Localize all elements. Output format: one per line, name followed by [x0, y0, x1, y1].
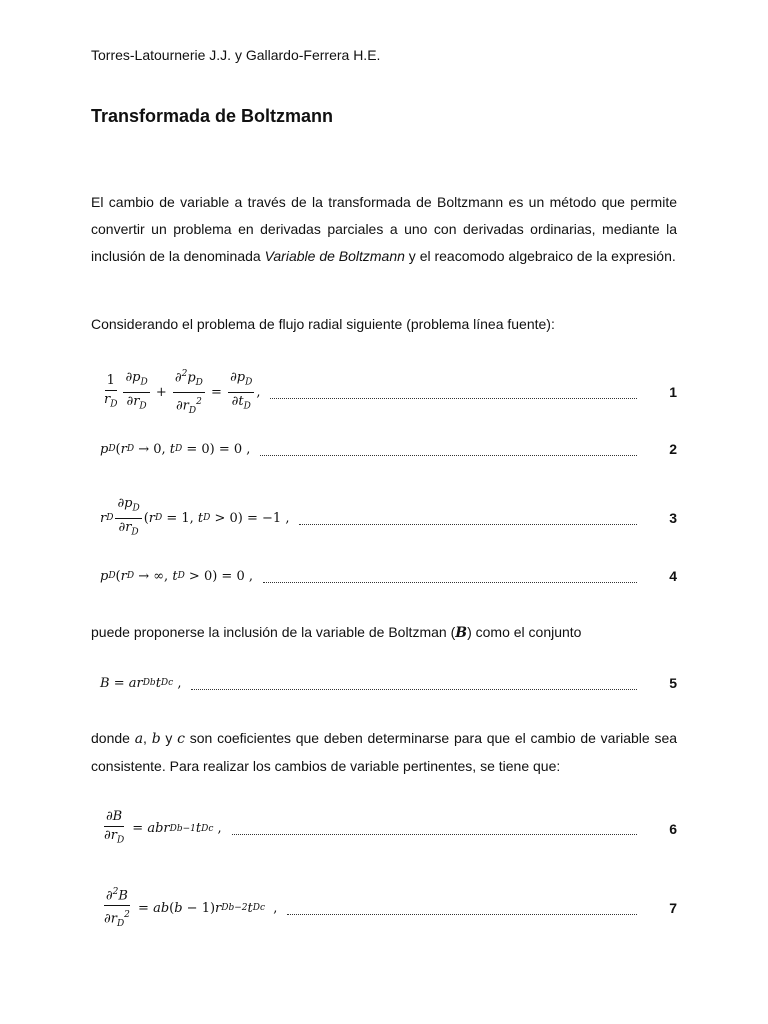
coefficient-c: c	[177, 731, 185, 747]
equation-5-leader-dots	[191, 689, 637, 690]
equation-3-formula: r D $\frac{\partial p_D}{\partial r_D}$ ( r D = 1, t D > 0) = −1 ,	[100, 496, 290, 538]
equation-5-formula: B = ar D b t D c ,	[100, 675, 182, 691]
equation-3	[100, 496, 677, 540]
equation-4-formula: p D ( r D → ∞, t D > 0) = 0 ,	[100, 568, 253, 584]
intro-paragraph	[91, 189, 677, 270]
coefficient-a: a	[134, 731, 144, 747]
coefficients-sep-2: y	[160, 730, 178, 746]
boltzmann-text-b: ) como el conjunto	[467, 624, 582, 640]
equation-5	[100, 675, 677, 691]
equation-4	[100, 568, 677, 584]
coefficients-paragraph	[91, 725, 677, 780]
equation-5-number: 5	[669, 675, 677, 691]
equation-7-number: 7	[669, 900, 677, 917]
equation-6-formula: $\frac{\partial B}{\partial r_D}$ = abr D b−1 t D c ,	[104, 809, 222, 846]
section-title: Transformada de Boltzmann	[91, 106, 334, 126]
equation-6-number: 6	[669, 820, 677, 837]
equation-3-number: 3	[669, 510, 677, 527]
boltzmann-variable-symbol: B	[455, 625, 468, 641]
equation-6	[100, 809, 677, 849]
intro-text-b: y el reacomodo algebraico de la expresión.	[404, 248, 676, 264]
equation-3-leader-dots	[299, 524, 637, 525]
problem-intro-paragraph: Considerando el problema de flujo radial siguiente (problema línea fuente):	[91, 316, 555, 332]
page-header-authors: Torres-Latournerie J.J. y Gallardo-Ferrera H.E.	[91, 47, 381, 63]
equation-2-leader-dots	[260, 455, 637, 456]
equation-2	[100, 441, 677, 457]
equation-6-leader-dots	[232, 834, 637, 835]
equation-1-number: 1	[669, 384, 677, 401]
intro-text-a: El cambio de variable a través de la transformada de Boltzmann es un método que permite convertir un problema en derivadas parciales a uno con derivadas ordinarias, mediante la inclusión de la denominada	[91, 194, 677, 264]
coefficients-text-b: son coeficientes que deben determinarse para que el cambio de variable sea consistente. Para realizar los cambios de variable pertinentes, se tiene que:	[91, 730, 678, 774]
equation-7	[100, 884, 677, 932]
equation-4-leader-dots	[263, 582, 637, 583]
equation-4-number: 4	[669, 568, 677, 584]
equation-1-leader-dots	[270, 398, 637, 399]
intro-text-emphasis: Variable de Boltzmann	[264, 248, 405, 264]
coefficient-b: b	[151, 731, 161, 747]
equation-1	[100, 366, 677, 419]
equation-1-formula: $\frac{1}{r_D}$ $\frac{\partial p_D}{\partial r_D}$ + $\frac{\partial^2p_D}{\partial r_D^2}$ = $\frac{\partial p_D}{\partial t_D}$ ,	[100, 366, 260, 419]
equation-2-number: 2	[669, 441, 677, 457]
coefficients-sep-1: ,	[143, 730, 152, 746]
coefficients-text-a: donde	[91, 730, 135, 746]
equation-2-formula: p D ( r D → 0, t D = 0) = 0 ,	[100, 441, 251, 457]
boltzmann-variable-paragraph	[91, 619, 677, 647]
equation-7-formula: $\frac{\partial^2B}{\partial r_D^2}$ = ab ( b − 1) r D b−2 t D c ,	[100, 884, 277, 932]
equation-7-leader-dots	[287, 914, 637, 915]
boltzmann-text-a: puede proponerse la inclusión de la variable de Boltzman (	[91, 624, 456, 640]
